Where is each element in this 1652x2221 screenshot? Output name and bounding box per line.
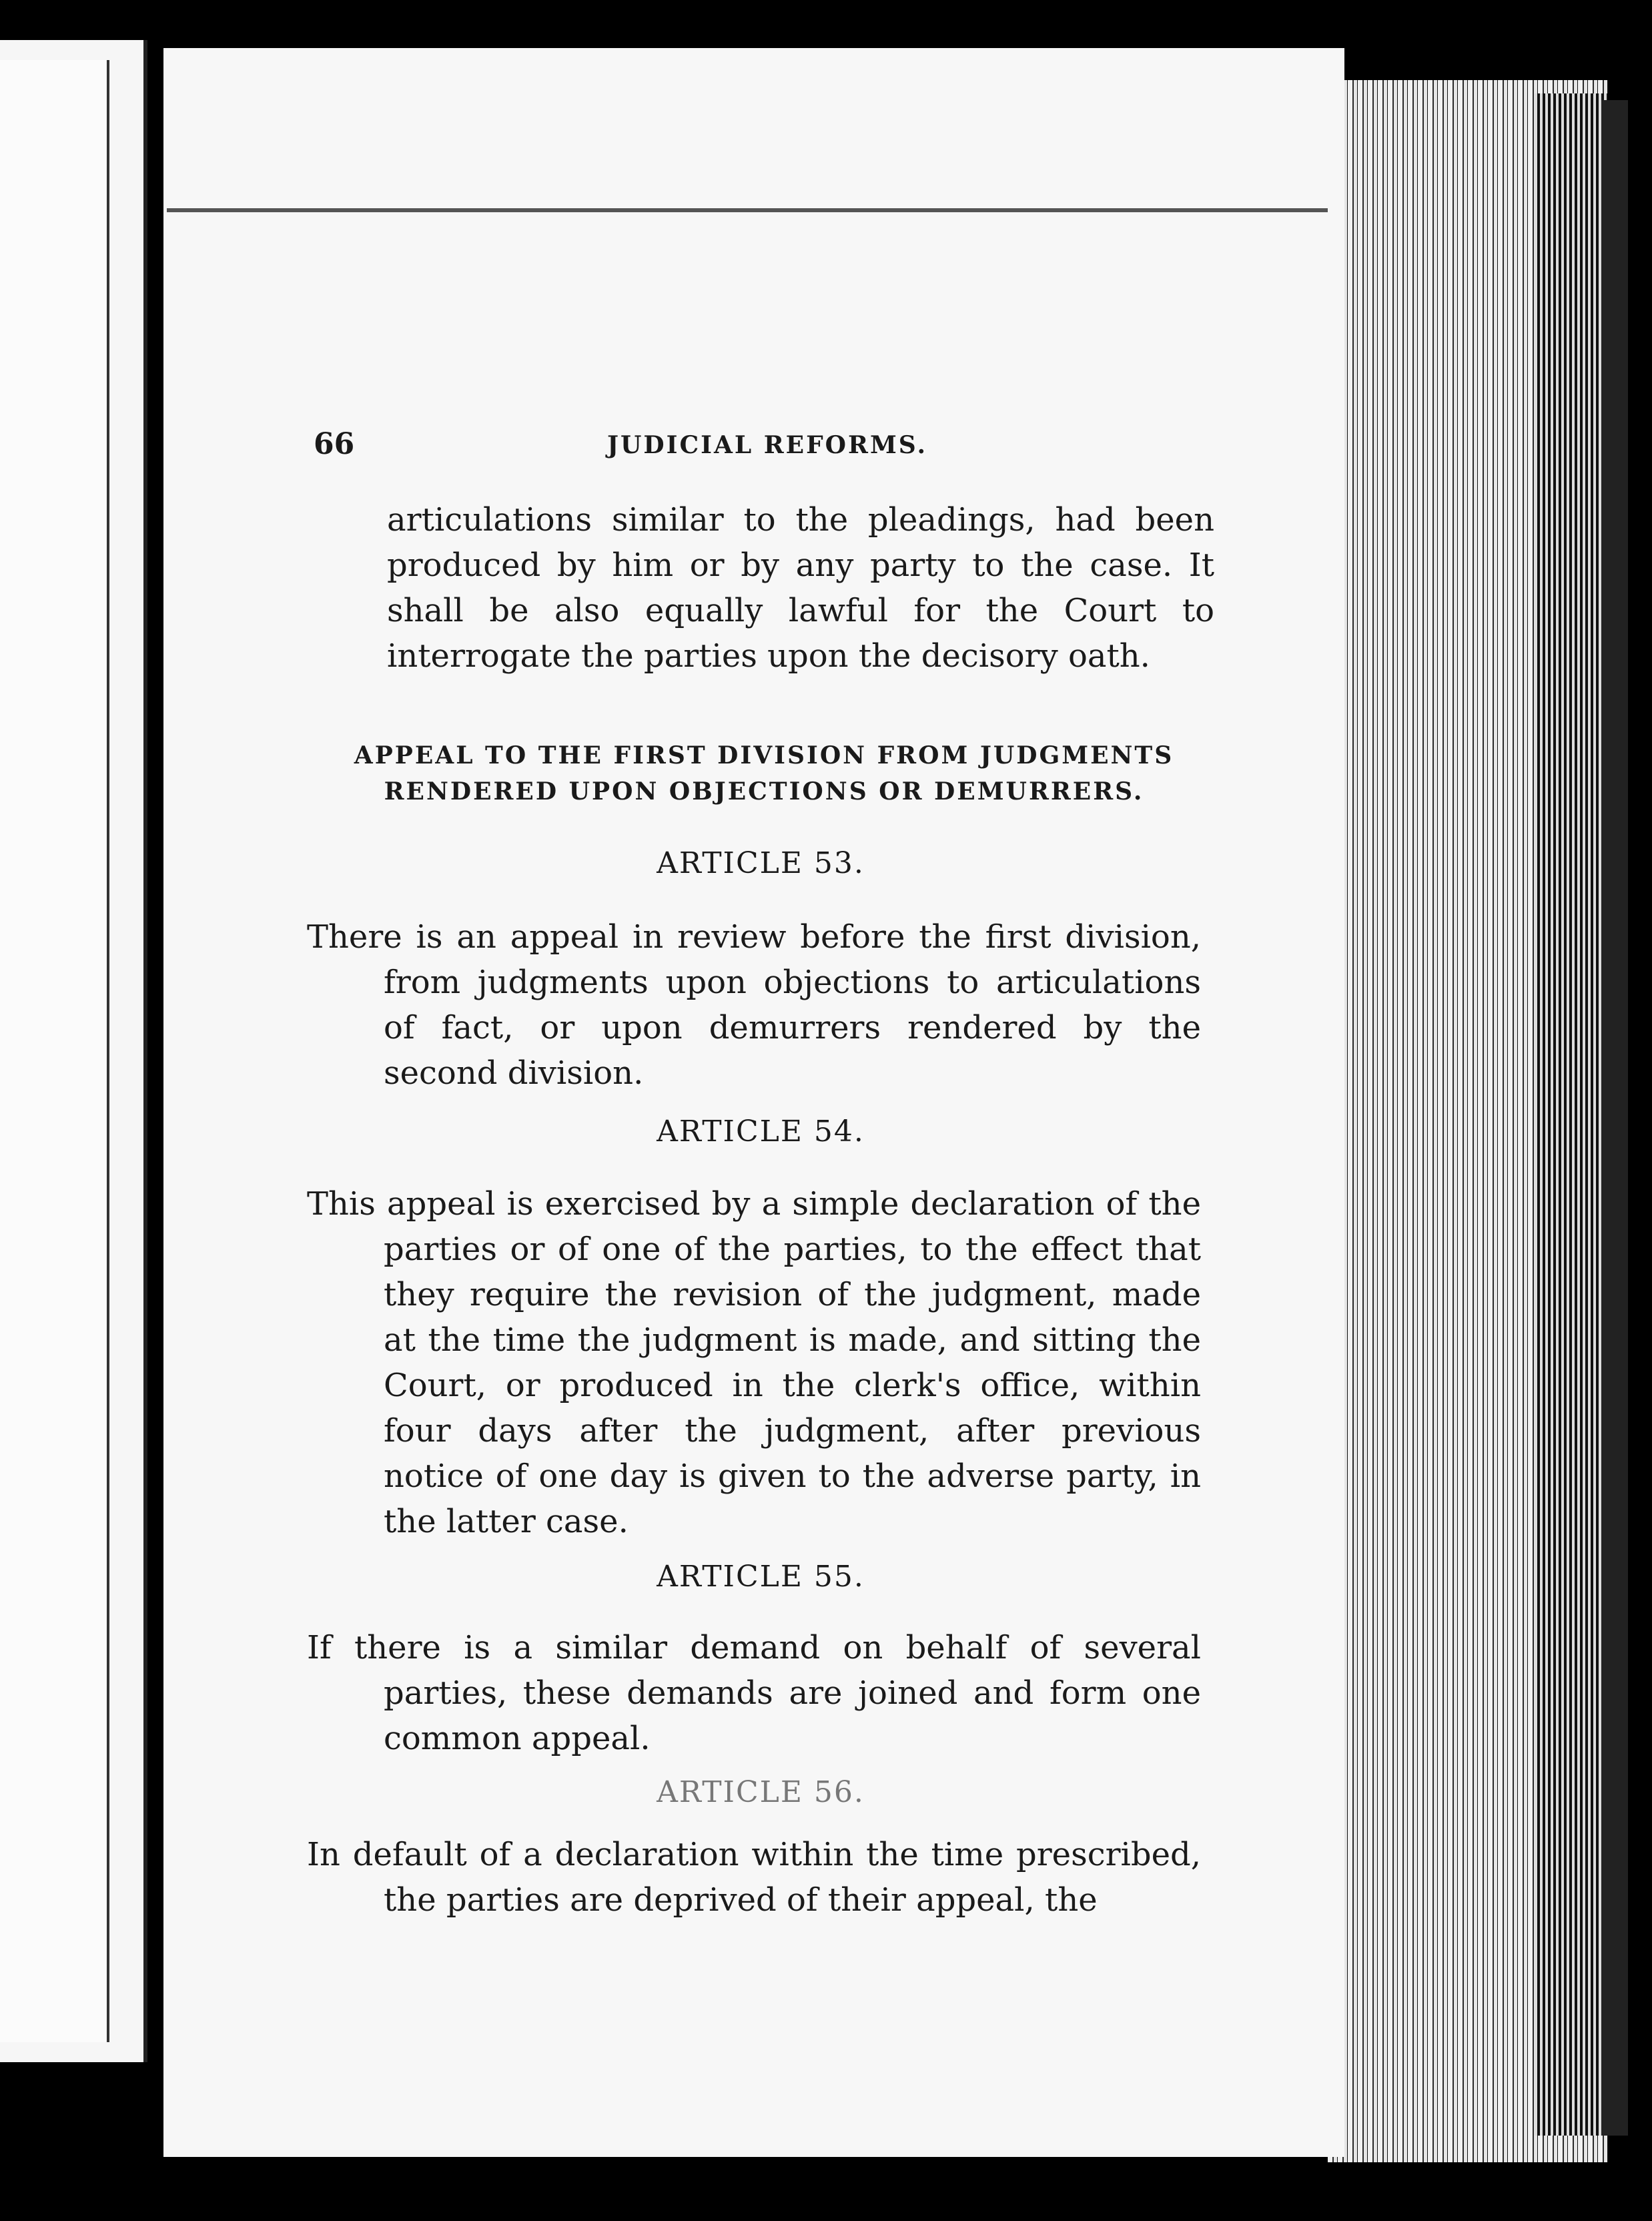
article-text-56: In default of a declaration within the time prescribed, the parties are deprived of their appeal, the	[307, 1836, 1201, 1919]
section-heading-line-2: RENDERED UPON OBJECTIONS OR DEMURRERS.	[384, 777, 1144, 806]
facing-page-inner	[0, 60, 109, 2042]
article-text-55: If there is a similar demand on behalf of several parties, these demands are joined and form one common appeal.	[307, 1629, 1201, 1757]
facing-page	[0, 40, 147, 2062]
running-head	[314, 427, 1274, 467]
article-heading-54: ARTICLE 54.	[657, 1115, 865, 1149]
page-number: 66	[314, 427, 355, 461]
page-top-rule	[167, 208, 1328, 212]
article-text-54: This appeal is exercised by a simple declaration of the parties or of one of the parties, to the effect that they require the revision of the judgment, made at the time the judgment is made, and sitting the Court, or produced in the clerk's office, within four days after the judgment, after previous notice of one day is given to the adverse party, in the latter case.	[307, 1185, 1201, 1540]
article-heading-53: ARTICLE 53.	[657, 846, 865, 880]
article-heading-56: ARTICLE 56.	[657, 1775, 865, 1809]
article-heading-55: ARTICLE 55.	[657, 1560, 865, 1594]
article-text-53: There is an appeal in review before the first division, from judgments upon objections to articulations of fact, or upon demurrers rendered by the second division.	[307, 918, 1201, 1092]
running-title: JUDICIAL REFORMS.	[607, 431, 928, 459]
section-heading-line-1: APPEAL TO THE FIRST DIVISION FROM JUDGMENTS	[354, 741, 1174, 769]
continuation-paragraph-text: articulations similar to the pleadings, had been produced by him or by any party to the case. It shall be also equally lawful for the Court to interrogate the parties upon the decisory oath.	[387, 501, 1214, 675]
book-edge-shadow	[1601, 100, 1628, 2136]
book-page-edges-outer	[1535, 93, 1608, 2136]
section-heading	[334, 737, 1194, 810]
continuation-paragraph	[387, 497, 1214, 679]
